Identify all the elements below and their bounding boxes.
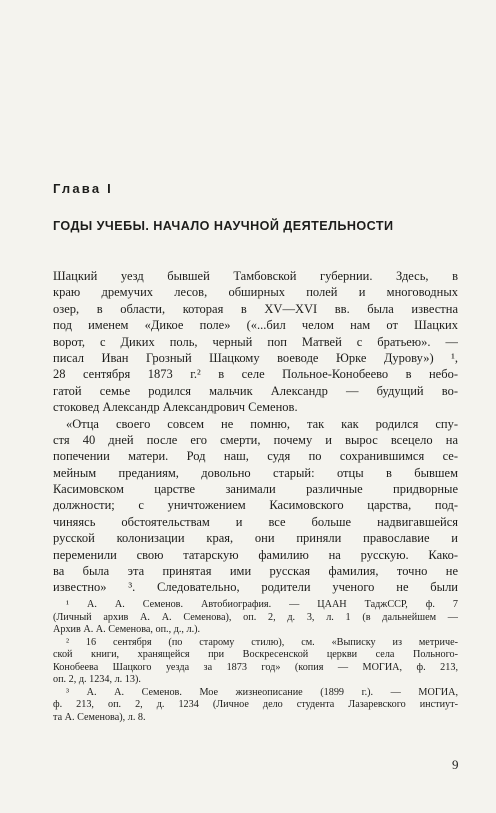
body-line: русской колонизации края, они приняли православие и	[53, 531, 458, 546]
body-text	[53, 268, 458, 596]
body-line: гатой семье родился мальчик Александр — будущий во-	[53, 383, 458, 398]
body-line: 28 сентября 1873 г.² в селе Польное-Конобеево в небо-	[53, 367, 458, 382]
footnote-line: оп. 2, д. 1234, л. 13).	[53, 674, 141, 685]
body-line: ворот, с Диких поль, черный поп Матвей с братьею». —	[53, 334, 458, 349]
footnote-line: ³ А. А. Семенов. Мое жизнеописание (1899 г.). — МОГИА,	[66, 686, 458, 698]
footnote-line: ² 16 сентября (по старому стилю), см. «Выписку из метриче-	[66, 636, 458, 648]
body-line: писал Иван Грозный Шацкому воеводе Юрке Дурову») ¹,	[53, 350, 458, 365]
body-line: краю дремучих лесов, обширных полей и многоводных	[53, 285, 458, 300]
footnote-line: Архив А. А. Семенова, оп., д., л.).	[53, 624, 201, 635]
body-line: стоковед Александр Александрович Семенов.	[53, 400, 298, 415]
footnote-line: Конобеева Шацкого уезда за 1873 год» (копия — МОГИА, ф. 213,	[53, 661, 458, 673]
body-line: «Отца своего совсем не помню, так как родился спу-	[66, 416, 458, 431]
chapter-label: Глава I	[53, 181, 113, 196]
body-line: переменили свою татарскую фамилию на русскую. Како-	[53, 547, 458, 562]
body-line: Шацкий уезд бывшей Тамбовской губернии. Здесь, в	[53, 269, 458, 283]
footnotes	[53, 599, 458, 724]
chapter-title: ГОДЫ УЧЕБЫ. НАЧАЛО НАУЧНОЙ ДЕЯТЕЛЬНОСТИ	[53, 219, 394, 233]
body-line: озер, в области, которая в XV—XVI вв. была известна	[53, 301, 458, 316]
body-line: чиняясь обстоятельствам и все больше надвигавшейся	[53, 514, 458, 529]
footnote-line: та А. Семенова), л. 8.	[53, 711, 146, 723]
body-line: стя 40 дней после его смерти, почему и вырос всецело на	[53, 432, 458, 447]
body-line: известно» ³. Следовательно, родители ученого не были	[53, 580, 458, 595]
body-line: попечении матери. Род наш, судя по сохранившимся се-	[53, 449, 458, 464]
footnote-line: (Личный архив А. А. Семенова), оп. 2, д. 3, л. 1 (в дальнейшем —	[53, 611, 458, 623]
body-line: Касимовском царстве занимали различные придворные	[53, 482, 458, 497]
footnote-line: ¹ А. А. Семенов. Автобиография. — ЦААН ТаджССР, ф. 7	[66, 599, 458, 610]
body-line: должности; с уничтожением Касимовского царства, под-	[53, 498, 458, 513]
footnote-line: ф. 213, оп. 2, д. 1234 (Личное дело студента Лазаревского инстиут-	[53, 699, 458, 710]
body-line: мейным преданиям, довольно старый: отцы в бывшем	[53, 465, 458, 480]
body-line: под именем «Дикое поле» («...бил челом нам от Шацких	[53, 318, 458, 333]
footnote-line: ской книги, хранящейся при Воскресенской церкви села Польного-	[53, 649, 458, 660]
body-line: ва была эта принятая ими русская фамилия, точно не	[53, 564, 458, 579]
page-number: 9	[452, 757, 459, 772]
